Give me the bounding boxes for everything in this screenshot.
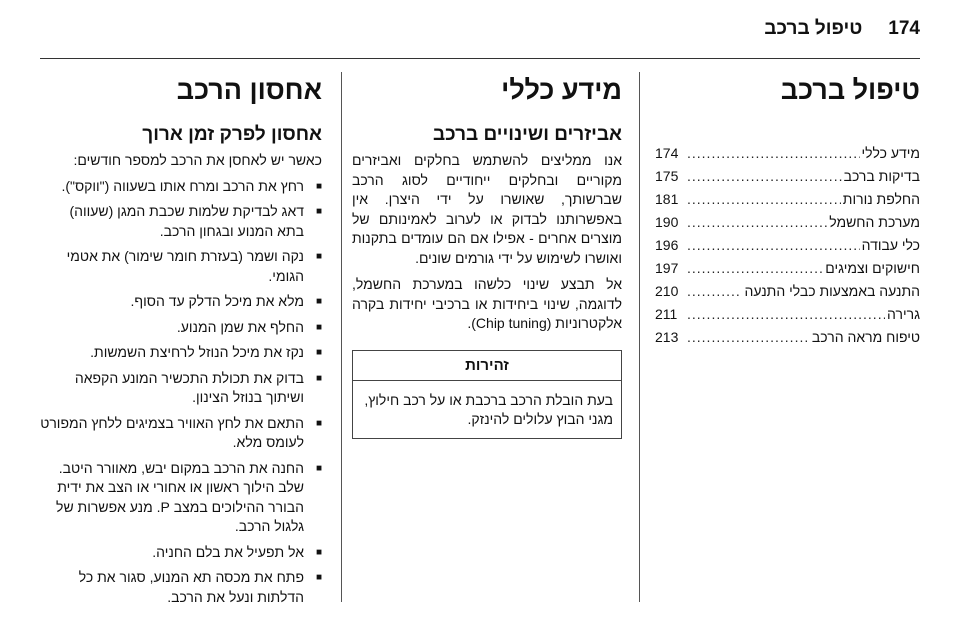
list-item: ■ החנה את הרכב במקום יבש, מאוורר היטב. שלב הילוך ראשון או אחורי או הצב את ידית הבורר ההילוכים במצב P. מנע אפשרות של גלגול הרכב. bbox=[40, 459, 322, 537]
list-item: ■ התאם את לחץ האוויר בצמיגים ללחץ המפורט לעומס מלא. bbox=[40, 414, 322, 453]
toc-item-label: התנעה באמצעות כבלי התנעה bbox=[744, 283, 920, 299]
toc-item-label: בדיקות ברכב bbox=[843, 168, 920, 184]
toc-item[interactable] bbox=[655, 142, 920, 165]
toc-leader bbox=[687, 165, 842, 188]
list-item: ■ נקה ושמר (בעזרת חומר שימור) את אטמי הגומי. bbox=[40, 247, 322, 286]
caution-box bbox=[352, 350, 622, 439]
toc-item-label: מערכת החשמל bbox=[829, 214, 920, 230]
page-number: 174 bbox=[888, 18, 920, 39]
page-header bbox=[40, 14, 920, 44]
toc-item[interactable] bbox=[655, 165, 920, 188]
list-item: ■ מלא את מיכל הדלק עד הסוף. bbox=[40, 292, 322, 312]
column-divider bbox=[341, 72, 342, 602]
toc-item-page: 174 bbox=[655, 145, 679, 161]
header-divider bbox=[40, 58, 920, 59]
electrical-paragraph: אל תבצע שינוי כלשהו במערכת החשמל, לדוגמה, שינוי ביחידות או ברכיבי יחידות בקרה אלקטרוניות (Chip tuning). bbox=[352, 276, 622, 331]
toc-item-page: 181 bbox=[655, 191, 679, 207]
toc-item-page: 213 bbox=[655, 329, 679, 345]
storage-steps bbox=[40, 177, 322, 608]
column-divider bbox=[639, 72, 640, 602]
toc-leader bbox=[687, 211, 827, 234]
toc-item[interactable] bbox=[655, 280, 920, 303]
storage-title: אחסון הרכב bbox=[176, 75, 322, 105]
toc-leader bbox=[687, 188, 841, 211]
toc-leader bbox=[687, 326, 810, 349]
page-header-title: טיפול ברכב bbox=[764, 18, 863, 39]
caution-text: בעת הובלת הרכב ברכבת או על רכב חילוץ, מגני הבוץ עלולים להינזק. bbox=[364, 391, 613, 427]
toc-item[interactable] bbox=[655, 257, 920, 280]
toc-item[interactable] bbox=[655, 234, 920, 257]
storage-column bbox=[40, 72, 322, 613]
toc-item-label: חישוקים וצמיגים bbox=[825, 260, 920, 276]
toc-column bbox=[655, 72, 920, 349]
list-item: ■ החלף את שמן המנוע. bbox=[40, 318, 322, 338]
accessories-paragraph: אנו ממליצים להשתמש בחלקים ואביזרים מקוריים ובחלקים ייחודיים לסוג הרכב שברשותך, שאושרו על ידי היצרן. אין באפשרותנו לבדוק או לערוב לאמינותם של מוצרים אחרים - אפילו אם הם עומדים בתקנות ואושרו לשימוש על ידי גורמים שונים. bbox=[352, 152, 622, 266]
general-info-column bbox=[352, 72, 622, 439]
toc-item[interactable] bbox=[655, 303, 920, 326]
toc-leader bbox=[687, 303, 885, 326]
toc-leader bbox=[687, 280, 742, 303]
toc-item-page: 197 bbox=[655, 260, 679, 276]
toc-item-page: 190 bbox=[655, 214, 679, 230]
accessories-subtitle: אביזרים ושינויים ברכב bbox=[432, 124, 622, 145]
toc-leader bbox=[687, 142, 860, 165]
toc-leader bbox=[687, 257, 823, 280]
toc-item-page: 211 bbox=[655, 306, 678, 322]
list-item: ■ רחץ את הרכב ומרח אותו בשעווה ("ווקס"). bbox=[40, 177, 322, 197]
toc-list bbox=[655, 142, 920, 349]
general-info-title: מידע כללי bbox=[501, 75, 622, 105]
long-storage-subtitle: אחסון לפרק זמן ארוך bbox=[142, 124, 322, 145]
toc-item[interactable] bbox=[655, 188, 920, 211]
list-item: ■ פתח את מכסה תא המנוע, סגור את כל הדלתות ונעל את הרכב. bbox=[40, 568, 322, 607]
toc-item-label: טיפוח מראה הרכב bbox=[811, 329, 920, 345]
list-item: ■ אל תפעיל את בלם החניה. bbox=[40, 543, 322, 563]
list-item: ■ נקז את מיכל הנוזל לרחיצת השמשות. bbox=[40, 343, 322, 363]
caution-heading: זהירות bbox=[353, 351, 621, 381]
toc-leader bbox=[687, 234, 860, 257]
toc-item-label: כלי עבודה bbox=[861, 237, 920, 253]
toc-item-page: 210 bbox=[655, 283, 679, 299]
toc-item-page: 175 bbox=[655, 168, 679, 184]
storage-intro: כאשר יש לאחסן את הרכב למספר חודשים: bbox=[73, 152, 322, 168]
toc-title: טיפול ברכב bbox=[780, 75, 920, 105]
toc-item-label: החלפת נורות bbox=[842, 191, 920, 207]
toc-item[interactable] bbox=[655, 211, 920, 234]
toc-item-label: מידע כללי bbox=[861, 145, 920, 161]
list-item: ■ דאג לבדיקת שלמות שכבת המגן (שעווה) בתא המנוע ובגחון הרכב. bbox=[40, 202, 322, 241]
toc-item-page: 196 bbox=[655, 237, 679, 253]
list-item: ■ בדוק את תכולת התכשיר המונע הקפאה ושיתוך בנוזל הצינון. bbox=[40, 369, 322, 408]
toc-item-label: גרירה bbox=[887, 306, 920, 322]
toc-item[interactable] bbox=[655, 326, 920, 349]
